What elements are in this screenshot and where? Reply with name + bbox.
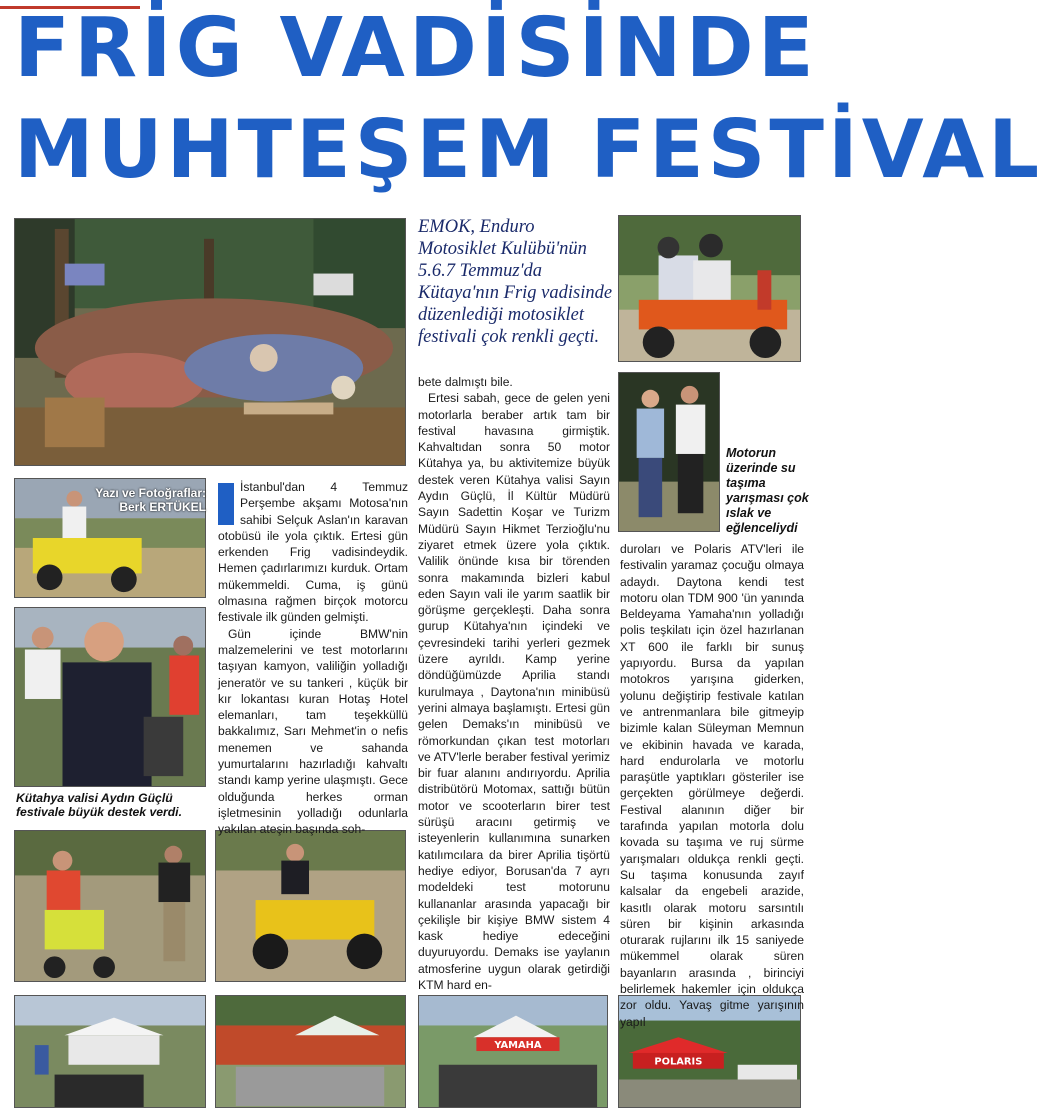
- photo-yamaha-tent: [418, 995, 608, 1108]
- photo-two-people: [618, 372, 720, 532]
- article-column-3: [620, 541, 804, 1030]
- photo-caravan: [215, 995, 406, 1108]
- article-col2-para-1: bete dalmıştı bile.: [418, 375, 513, 389]
- article-column-1: [218, 479, 408, 838]
- article-column-2: [418, 374, 610, 993]
- photo-bmw-tent: [14, 995, 206, 1108]
- yamaha-banner-text: YAMAHA: [494, 1040, 542, 1052]
- article-col2-para-2: Ertesi sabah, gece de gelen yeni motorlarla beraber artık tam bir festival havasına girmiştik. Kahvaltıdan sonra 50 motor Kütahya ya, bu aktivitemize büyük destek veren Kütahya valisi Sayın Aydın Güçlü, İl Kültür Müdürü Sayın Sadettin Koşar ve Turizm Müdürü Sayın Hikmet Terzioğlu'nu ziyaret etmek üzere yola çıktık. Valilik önünde kısa bir törenden sonra makamında bizleri kabul eden Sayın vali ile yarım saatlik bir görüşme gerçekleşti. Daha sonra gurup Kütahya'nın içindeki ve çevresindeki tarihi yerleri gezmek üzere ayrıldı. Kamp yerine döndüğümüzde Aprilia standı kurulmaya , Daytona'nın minibüsü yerini almaya başlamıştı. Ertesi gün gelen Demaks'ın minibüsü ve römorkundan çıkan test motorları ve ATV'lerle beraber festival yerimiz bir fuar alanını andırıyordu. Aprilia distribütörü Motomax, sattığı bütün motor ve scooterların birer test sürüşü aracını getirmiş ve isteyenlerin kullanımına sunarken katılımcılara da birer Aprilia tişörtü hediye ediyor, Borusan'da 7 ayrı modeldeki test motorunu kullananlar arasında yapacağı bir çekilişle bir kişiye BMW sistem 4 kask hediye edeceğini duyuruyordu. Demaks ise yaylanın atmosferine uygun olarak getirdiği KTM hard en-: [418, 391, 610, 992]
- photo-governor: [14, 607, 206, 787]
- drop-cap: [218, 483, 234, 525]
- article-col1-para-1: İstanbul'dan 4 Temmuz Perşembe akşamı Motosa'nın sahibi Selçuk Aslan'ın karavan otobüsü ile yola çıktık. Ertesi gün erkenden Frig vadisindeydik. Hemen çadırlarımızı kurduk. Ortam mükemmeldi. Cuma, iş günü olmasına rağmen birçok motorcu festivale ilk günden gelmişti.: [218, 480, 408, 625]
- photo-scooter-group: [14, 830, 206, 982]
- lead-paragraph: EMOK, Enduro Motosiklet Kulübü'nün 5.6.7 Temmuz'da Kütaya'nın Frig vadisinde düzenlediği motosiklet festivali çok renkli geçti.: [418, 217, 613, 347]
- photo-credit: [94, 486, 206, 514]
- polaris-banner-text: POLARIS: [654, 1056, 703, 1068]
- headline-line-1: FRİG VADİSİNDE: [14, 1, 818, 96]
- photo-riders-motorcycle: [618, 215, 801, 362]
- credit-line-2: Berk ERTÜKEL: [119, 500, 206, 514]
- caption-governor: Kütahya valisi Aydın Güçlü festivale büyük destek verdi.: [16, 791, 182, 819]
- article-col3-para-1: duroları ve Polaris ATV'leri ile festivalin yaramaz çocuğu olmaya adaydı. Daytona kendi test motoru olan TDM 900 'ün yanında Beldeyama Yamaha'nın yolladığı polis teşkilatı için özel hazırlanan XT 600 ile farklı bir sunuş yapıyordu. Bursa da yapılan motokros yarışına giderken, yolunu değiştirip festivale katılan ve antrenmanlara bile gitmeyip bizimle kalan Süleyman Memnun ve ekibinin havada ve karada, hard endurolarla ve motorlu paraşütle yaptıkları gösteriler ise gerçekten görülmeye değerdi. Festival alanının diğer bir tarafında yapılan motorla dolu kovada su taşıma ve ruj sürme yarışmaları oldukça renkli geçti. Su taşıma konusunda zayıf kalsalar da engebeli arazide, kasıtlı olarak motoru sarsıntılı süren bir kişinin arkasında oturarak rujlarını ilk 15 saniyede mükemmel olarak süren bayanların arasında , birinciyi belirlemek hakemler için oldukça zor oldu. Yavaş gitme yarışının yapıl: [620, 542, 804, 1029]
- caption-water-race: Motorun üzerinde su taşıma yarışması çok ıslak ve eğlenceliydi: [726, 446, 809, 535]
- headline-line-2: MUHTEŞEM FESTİVAL: [14, 103, 1043, 196]
- photo-atv: [215, 830, 406, 982]
- article-col1-para-2: Gün içinde BMW'nin malzemelerini ve test motorlarını taşıyan kamyon, valiliğin yolladığı jeneratör ve su tankeri , küçük bir kır lokantası kuran Hotaş Hotel elemanları, tam teşekküllü bakkalımız, Sarı Mehmet'in o nefis menemen ve sahanda yumurtalarını hazırladığı kahvaltı standı kamp yerine ulaşmıştı. Gece olduğunda herkes orman işletmesinin yolladığı odunlarla yakılan ateşin başında soh-: [218, 626, 408, 837]
- credit-line-1: Yazı ve Fotoğraflar:: [95, 486, 206, 500]
- photo-festival-crowd: [14, 218, 406, 466]
